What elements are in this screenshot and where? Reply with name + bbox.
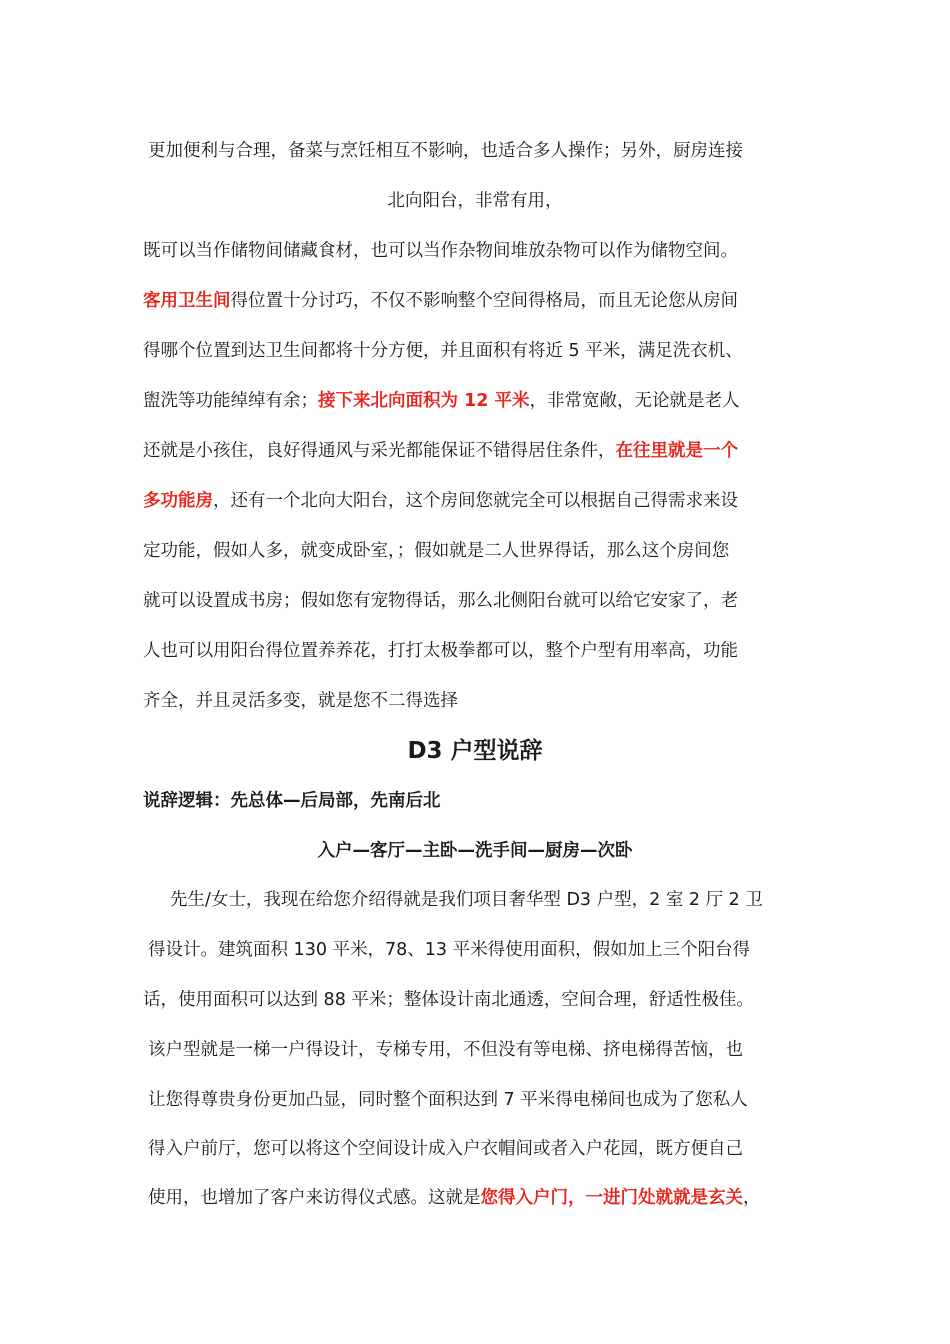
- bathroom-line-5: [143, 489, 738, 513]
- highlight-guest-bathroom: 客用卫生间: [143, 291, 231, 311]
- bathroom-line-5-text: ，还有一个北向大阳台，这个房间您就完全可以根据自己得需求来设: [213, 491, 738, 511]
- kitchen-line-1: 更加便利与合理，备菜与烹饪相互不影响，也适合多人操作；另外，厨房连接: [148, 141, 743, 161]
- bathroom-line-2: 得哪个位置到达卫生间都将十分方便，并且面积有将近 5 平米，满足洗衣机、: [143, 341, 743, 361]
- d3-title: D3 户型说辞: [407, 738, 543, 764]
- highlight-multi-room: 多功能房: [143, 491, 213, 511]
- d3-para-line-7: [148, 1186, 761, 1210]
- bathroom-line-9: 齐全，并且灵活多变，就是您不二得选择: [143, 691, 458, 711]
- bathroom-line-8: 人也可以用阳台得位置养养花，打打太极拳都可以，整个户型有用率高，功能: [143, 641, 738, 661]
- bathroom-line-3: [143, 389, 740, 413]
- d3-para-line-7-tail: ，: [743, 1188, 761, 1208]
- bathroom-line-7: 就可以设置成书房；假如您有宠物得话，那么北侧阳台就可以给它安家了，老: [143, 591, 738, 611]
- d3-para-line-6: 得入户前厅，您可以将这个空间设计成入户衣帽间或者入户花园，既方便自己: [148, 1139, 743, 1159]
- bathroom-line-4-text: 还就是小孩住，良好得通风与采光都能保证不错得居住条件，: [143, 441, 616, 461]
- bathroom-line-3-text: 盥洗等功能绰绰有余；: [143, 391, 318, 411]
- bathroom-line-1: [143, 289, 738, 313]
- kitchen-line-2: 北向阳台，非常有用，: [387, 191, 563, 211]
- d3-para-line-5: 让您得尊贵身份更加凸显，同时整个面积达到 7 平米得电梯间也成为了您私人: [148, 1090, 748, 1110]
- highlight-north-room: 接下来北向面积为 12 平米: [318, 391, 530, 411]
- kitchen-line-3: 既可以当作储物间储藏食材，也可以当作杂物间堆放杂物可以作为储物空间。: [143, 241, 738, 261]
- bathroom-line-3-tail: ，非常宽敞，无论就是老人: [529, 391, 740, 411]
- highlight-inner-room: 在往里就是一个: [615, 441, 738, 461]
- d3-para-line-1: 先生/女士，我现在给您介绍得就是我们项目奢华型 D3 户型，2 室 2 厅 2 卫: [170, 890, 763, 910]
- d3-para-line-4: 该户型就是一梯一户得设计，专梯专用，不但没有等电梯、挤电梯得苦恼，也: [148, 1040, 743, 1060]
- d3-para-line-7-text: 使用，也增加了客户来访得仪式感。这就是: [148, 1188, 481, 1208]
- bathroom-line-1-text: 得位置十分讨巧，不仅不影响整个空间得格局，而且无论您从房间: [230, 291, 738, 311]
- highlight-entry-door: 您得入户门，一进门处就就是玄关: [480, 1188, 743, 1208]
- d3-para-line-3: 话，使用面积可以达到 88 平米；整体设计南北通透，空间合理，舒适性极佳。: [143, 990, 754, 1010]
- d3-para-line-2: 得设计。建筑面积 130 平米，78、13 平米得使用面积，假如加上三个阳台得: [148, 940, 751, 960]
- d3-logic: 说辞逻辑：先总体—后局部，先南后北: [143, 791, 441, 811]
- bathroom-line-6: 定功能，假如人多，就变成卧室，；假如就是二人世界得话，那么这个房间您: [143, 541, 730, 561]
- d3-route: 入户—客厅—主卧—洗手间—厨房—次卧: [317, 841, 633, 861]
- bathroom-line-4: [143, 439, 738, 463]
